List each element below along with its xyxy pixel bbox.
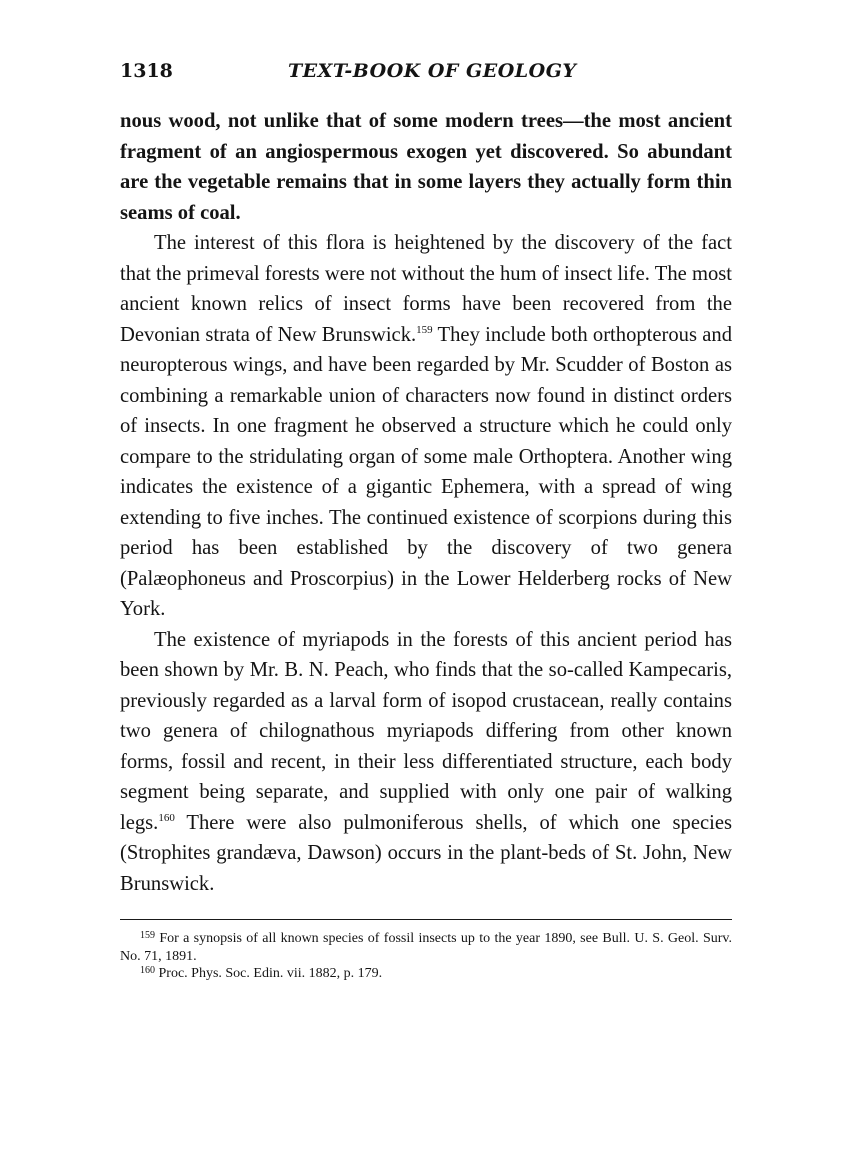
paragraph-text: nous wood, not unlike that of some modern trees—the most ancient fragment of an angiospermous exogen yet discovered. So abundant are the vegetable remains that in some layers they actually form thin seams of coal. bbox=[120, 110, 732, 224]
footnote-ref-159[interactable]: 159 bbox=[416, 323, 433, 336]
paragraph-text: The interest of this flora is heightened by the discovery of the fact that the primeval forests were not without the hum of insect life. The most ancient known relics of insect forms have been recovered from the Devonian strata of New Brunswick. bbox=[120, 232, 732, 346]
paragraph-insects bbox=[120, 228, 732, 625]
paragraph-myriapods bbox=[120, 625, 732, 900]
footnote-text: Proc. Phys. Soc. Edin. vii. 1882, p. 179. bbox=[155, 966, 383, 981]
running-title: TEXT-BOOK OF GEOLOGY bbox=[288, 60, 577, 82]
running-head bbox=[120, 60, 732, 94]
paragraph-text: There were also pulmoniferous shells, of which one species (Strophites grandæva, Dawson) occurs in the plant-beds of St. John, New Brunswick. bbox=[120, 811, 732, 895]
footnote-text: For a synopsis of all known species of fossil insects up to the year 1890, see Bull. U. S. Geol. Surv. No. 71, 1891. bbox=[120, 931, 732, 964]
footnote-divider bbox=[120, 919, 732, 920]
footnotes bbox=[120, 930, 732, 983]
footnote-160 bbox=[120, 965, 732, 983]
footnote-159 bbox=[120, 930, 732, 965]
paragraph-text: The existence of myriapods in the forests of this ancient period has been shown by Mr. B. N. Peach, who finds that the so-called Kampecaris, previously regarded as a larval form of isopod crustacean, really contains two genera of chilognathous myriapods differing from other known forms, fossil and recent, in their less differentiated structure, each body segment being separate, and supplied with only one pair of walking legs. bbox=[120, 628, 732, 834]
page-number: 1318 bbox=[120, 60, 173, 82]
footnote-number: 159 bbox=[140, 930, 155, 941]
footnote-number: 160 bbox=[140, 965, 155, 976]
paragraph-text: They include both orthopterous and neuropterous wings, and have been regarded by Mr. Scudder of Boston as combining a remarkable union of characters now found in distinct orders of insects. In one fragment he observed a structure which he could only compare to the stridulating organ of some male Orthoptera. Another wing indicates the existence of a gigantic Ephemera, with a spread of wing extending to five inches. The continued existence of scorpions during this period has been established by the discovery of two genera (Palæophoneus and Proscorpius) in the Lower Helderberg rocks of New York. bbox=[120, 323, 732, 620]
book-page bbox=[120, 60, 732, 983]
body-text bbox=[120, 106, 732, 899]
footnote-ref-160[interactable]: 160 bbox=[158, 811, 175, 824]
paragraph-continuation bbox=[120, 106, 732, 228]
